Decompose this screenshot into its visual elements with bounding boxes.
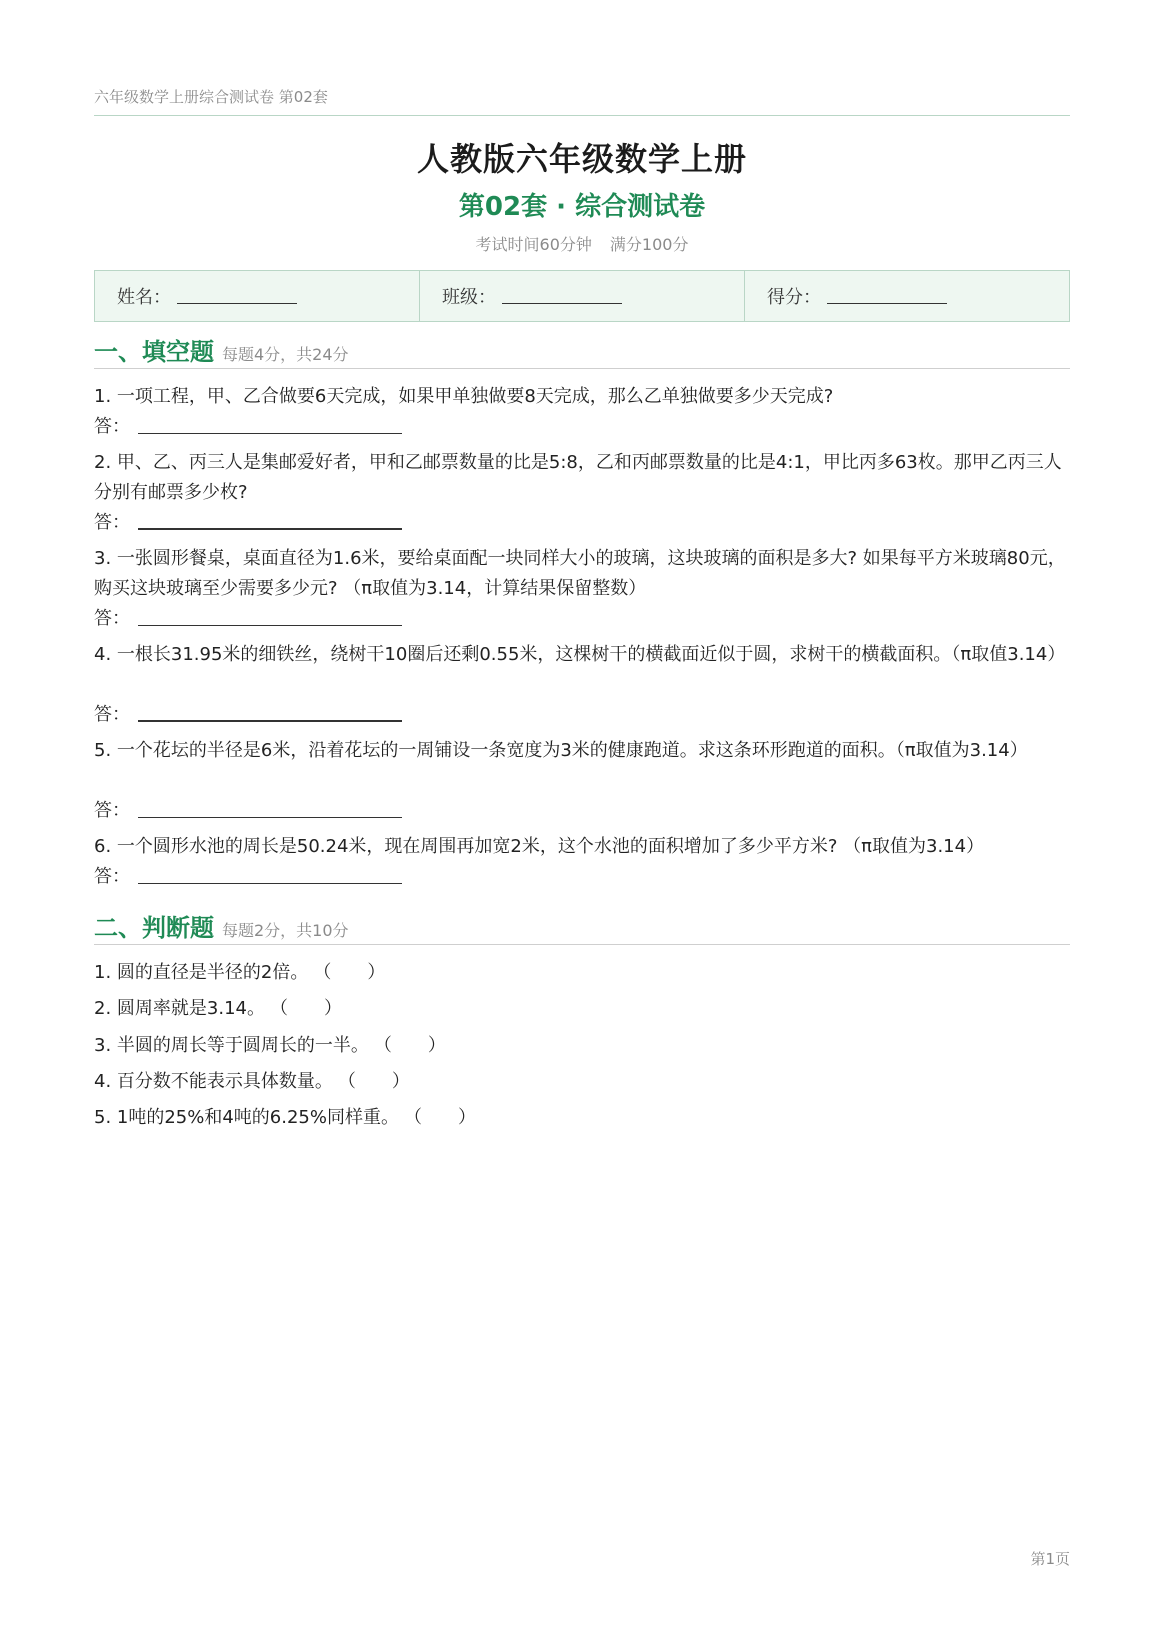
header-divider: [94, 115, 1070, 116]
answer-label: 答：: [94, 866, 130, 887]
answer-row[interactable]: [94, 796, 402, 826]
exam-full-score: 满分100分: [609, 235, 689, 254]
answer-blank[interactable]: [138, 625, 402, 626]
page-subtitle: 第02套 · 综合测试卷: [458, 192, 706, 222]
question-text: 6. 一个圆形水池的周长是50.24米，现在周围再加宽2米，这个水池的面积增加了多少平方米? （π取值为3.14）: [94, 836, 985, 857]
answer-parentheses[interactable]: （ ）: [322, 962, 386, 983]
answer-label: 答：: [94, 704, 130, 725]
question-text: 1. 圆的直径是半径的2倍。: [94, 962, 309, 983]
answer-row[interactable]: [94, 604, 402, 634]
question-text: 2. 甲、乙、丙三人是集邮爱好者，甲和乙邮票数量的比是5:8，乙和丙邮票数量的比是4:1，甲比丙多63枚。那甲乙丙三人分别有邮票多少枚?: [94, 452, 1062, 503]
exam-time: 考试时间60分钟: [475, 235, 592, 254]
answer-row[interactable]: [94, 508, 402, 538]
answer-label: 答：: [94, 512, 130, 533]
section-note: 每题2分，共10分: [222, 921, 349, 940]
answer-label: 答：: [94, 608, 130, 629]
exam-page: [94, 0, 1070, 1638]
question-text: 5. 一个花坛的半径是6米，沿着花坛的一周铺设一条宽度为3米的健康跑道。求这条环形跑道的面积。（π取值为3.14）: [94, 740, 1028, 761]
true-false-item: [94, 1103, 476, 1133]
class-blank[interactable]: [502, 303, 622, 304]
question-text: 4. 一根长31.95米的细铁丝，绕树干10圈后还剩0.55米，这棵树干的横截面近似于圆，求树干的横截面积。（π取值3.14）: [94, 644, 1066, 665]
answer-row[interactable]: [94, 862, 402, 892]
name-field[interactable]: [95, 271, 419, 321]
answer-blank[interactable]: [138, 817, 402, 818]
question-text: 4. 百分数不能表示具体数量。: [94, 1071, 333, 1092]
score-field[interactable]: [744, 271, 1069, 321]
class-label: 班级：: [442, 287, 496, 308]
name-blank[interactable]: [177, 303, 297, 304]
question-text: 1. 一项工程，甲、乙合做要6天完成，如果甲单独做要8天完成，那么乙单独做要多少天完成?: [94, 386, 834, 407]
answer-blank[interactable]: [138, 883, 402, 884]
student-info-box: [94, 270, 1070, 322]
answer-label: 答：: [94, 800, 130, 821]
answer-row[interactable]: [94, 412, 402, 442]
answer-label: 答：: [94, 416, 130, 437]
true-false-item: [94, 994, 342, 1024]
answer-parentheses[interactable]: （ ）: [382, 1035, 446, 1056]
question-text: 3. 半圆的周长等于圆周长的一半。: [94, 1035, 369, 1056]
question-text: 2. 圆周率就是3.14。: [94, 998, 265, 1019]
answer-parentheses[interactable]: （ ）: [346, 1071, 410, 1092]
section-true-false-header: [94, 908, 1070, 945]
class-field[interactable]: [419, 271, 744, 321]
running-header: 六年级数学上册综合测试卷 第02套: [94, 88, 328, 106]
section-title: 二、判断题: [94, 914, 214, 942]
score-label: 得分：: [767, 287, 821, 308]
answer-blank[interactable]: [138, 528, 402, 530]
page-title: 人教版六年级数学上册: [416, 140, 747, 178]
answer-blank[interactable]: [138, 720, 402, 722]
page-number: 第1页: [1030, 1550, 1070, 1568]
question-text: 5. 1吨的25%和4吨的6.25%同样重。: [94, 1107, 399, 1128]
section-title: 一、填空题: [94, 338, 214, 366]
section-fill-in-header: [94, 332, 1070, 369]
name-label: 姓名：: [117, 287, 171, 308]
answer-blank[interactable]: [138, 433, 402, 434]
exam-meta: [94, 232, 1070, 255]
question-text: 3. 一张圆形餐桌，桌面直径为1.6米，要给桌面配一块同样大小的玻璃，这块玻璃的面积是多大? 如果每平方米玻璃80元，购买这块玻璃至少需要多少元? （π取值为3.14，计算结果保留整数）: [94, 548, 1066, 599]
true-false-item: [94, 1067, 410, 1097]
answer-parentheses[interactable]: （ ）: [413, 1107, 476, 1128]
section-note: 每题4分，共24分: [222, 345, 349, 364]
score-blank[interactable]: [827, 303, 947, 304]
true-false-item: [94, 1031, 446, 1061]
answer-row[interactable]: [94, 700, 402, 730]
true-false-item: [94, 958, 385, 988]
answer-parentheses[interactable]: （ ）: [278, 998, 342, 1019]
